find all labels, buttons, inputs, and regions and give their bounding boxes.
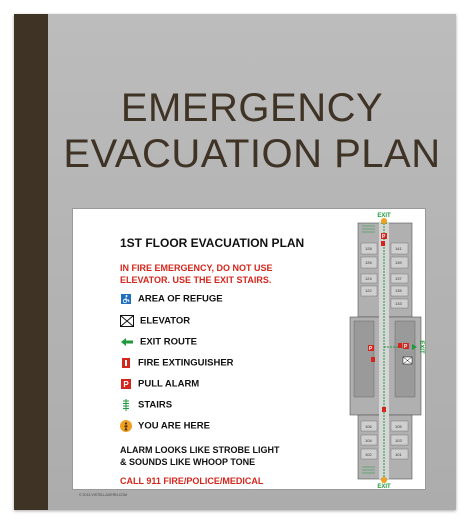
- alarm-line2: & SOUNDS LIKE WHOOP TONE: [120, 457, 256, 467]
- legend-label: AREA OF REFUGE: [138, 293, 223, 305]
- exit-label-bottom: EXIT: [377, 484, 391, 489]
- exit-label-top: EXIT: [377, 213, 391, 219]
- evacuation-sign: [14, 14, 456, 510]
- room-number: 101: [395, 452, 402, 457]
- room-number: 106: [365, 424, 372, 429]
- fire-warning-line2: ELEVATOR. USE THE EXIT STAIRS.: [120, 275, 272, 285]
- room-number: 105: [395, 424, 402, 429]
- exit-label-right: EXIT: [418, 340, 424, 354]
- room-number: 126: [365, 260, 372, 265]
- legend-label: YOU ARE HERE: [138, 420, 210, 432]
- room-number: 103: [395, 438, 402, 443]
- floor-plan-map: [73, 209, 425, 489]
- building-footprint: [350, 223, 421, 479]
- you-are-here-marker: [381, 477, 387, 483]
- alarm-letter: P: [382, 234, 386, 240]
- side-band: [14, 14, 48, 510]
- room-number: 135: [395, 288, 402, 293]
- room-number: 104: [365, 438, 372, 443]
- legend-label: STAIRS: [138, 399, 173, 411]
- copyright-text: © 2013 VISTELLAGERN.COM: [79, 493, 127, 497]
- room-number: 139: [395, 260, 402, 265]
- sign-title-line1: EMERGENCY: [120, 86, 384, 130]
- alarm-letter: P: [404, 344, 408, 350]
- sign-title-line2: EVACUATION PLAN: [63, 132, 441, 176]
- room-number: 137: [395, 276, 402, 281]
- legend-label: PULL ALARM: [138, 378, 200, 390]
- evacuation-map-panel: [72, 208, 426, 497]
- room-number: 128: [365, 246, 372, 251]
- alarm-letter: P: [369, 346, 373, 352]
- room-number: 102: [365, 452, 372, 457]
- map-elevator: [403, 357, 412, 364]
- alarm-line1: ALARM LOOKS LIKE STROBE LIGHT: [120, 445, 280, 455]
- svg-text:P: P: [123, 380, 129, 389]
- room-number: 124: [365, 276, 372, 281]
- room-number: 133: [395, 301, 402, 306]
- legend-label: FIRE EXTINGUISHER: [138, 357, 234, 369]
- room-number: 122: [365, 288, 372, 293]
- floor-plan-title: 1ST FLOOR EVACUATION PLAN: [120, 236, 305, 250]
- fire-warning-line1: IN FIRE EMERGENCY, DO NOT USE: [120, 263, 273, 273]
- legend-label: EXIT ROUTE: [140, 336, 198, 348]
- emergency-call-text: CALL 911 FIRE/POLICE/MEDICAL: [120, 476, 264, 486]
- room-number: 141: [395, 246, 402, 251]
- legend-label: ELEVATOR: [140, 315, 191, 327]
